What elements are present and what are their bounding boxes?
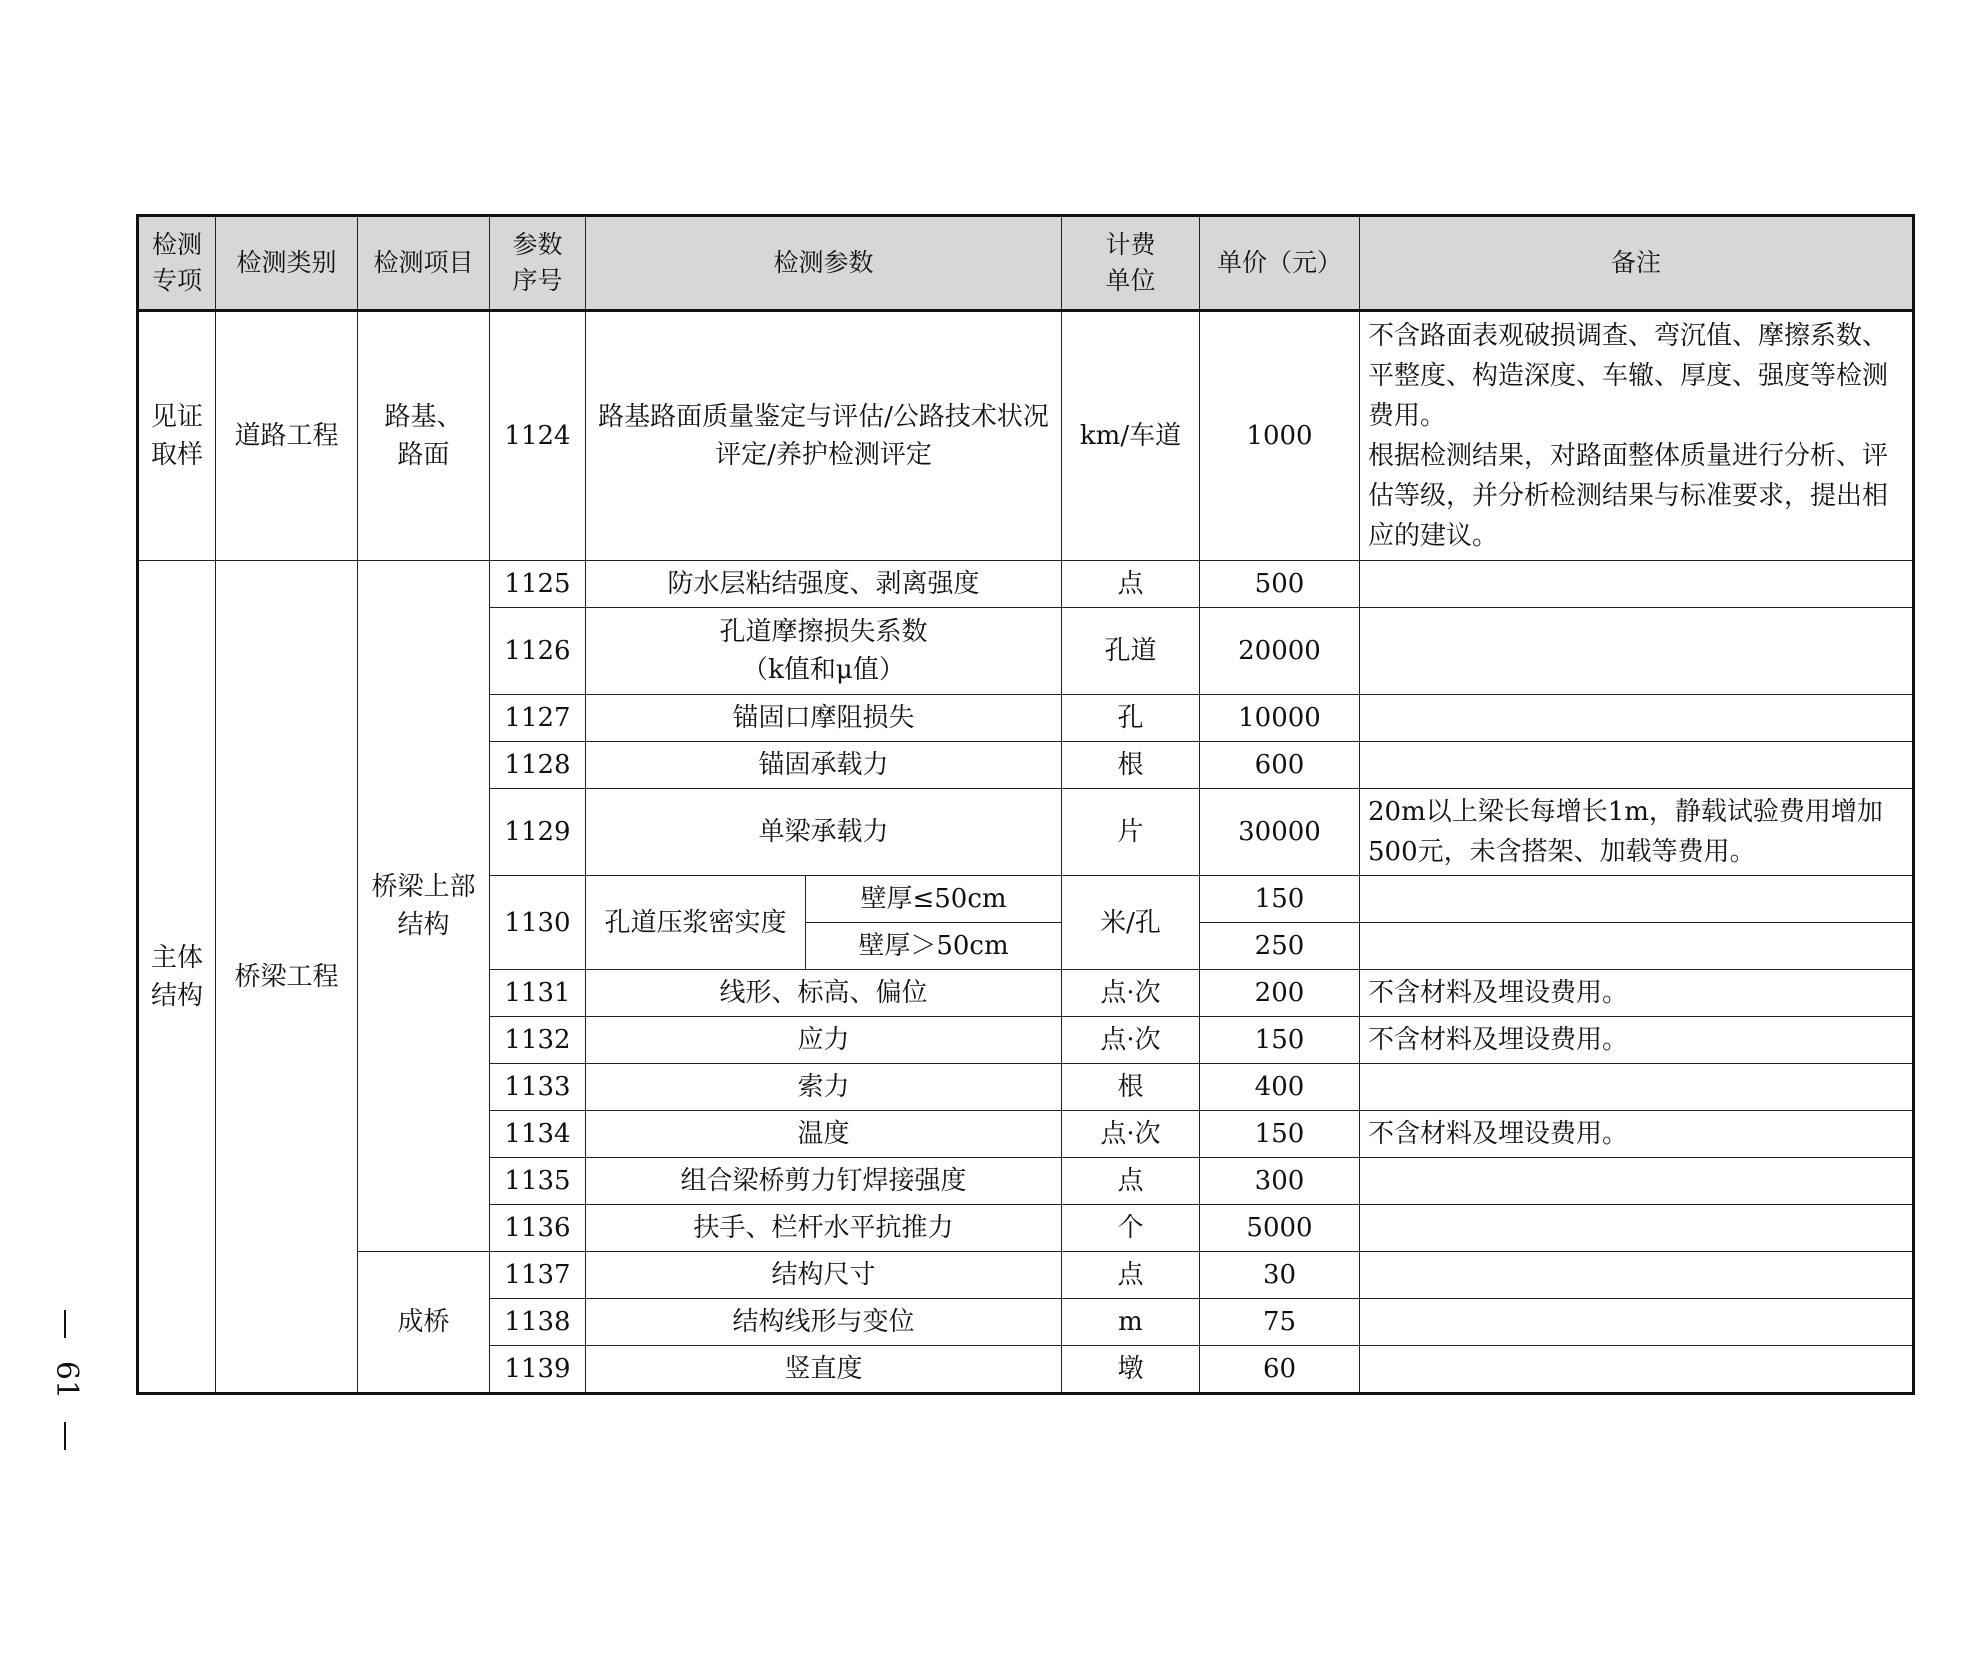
header-param: 检测参数: [586, 216, 1062, 311]
param-cell: 锚固口摩阻损失: [586, 695, 1062, 742]
param-cell: 应力: [586, 1017, 1062, 1064]
unit-cell: 点·次: [1062, 970, 1200, 1017]
sub-param-cell: 壁厚≤50cm: [806, 876, 1062, 923]
page-number-text: 61: [49, 1360, 84, 1400]
note-cell: [1360, 1158, 1914, 1205]
note-cell: 不含材料及埋设费用。: [1360, 1017, 1914, 1064]
price-cell: 60: [1200, 1346, 1360, 1394]
param-cell: 组合梁桥剪力钉焊接强度: [586, 1158, 1062, 1205]
header-unit: 计费单位: [1062, 216, 1200, 311]
unit-cell: 点·次: [1062, 1111, 1200, 1158]
note-cell: [1360, 742, 1914, 789]
table-row: [138, 311, 1914, 561]
table-row: [138, 1252, 1914, 1299]
seq-cell: 1134: [490, 1111, 586, 1158]
price-cell: 300: [1200, 1158, 1360, 1205]
price-cell: 5000: [1200, 1205, 1360, 1252]
param-cell: 结构尺寸: [586, 1252, 1062, 1299]
seq-cell: 1139: [490, 1346, 586, 1394]
note-cell: [1360, 311, 1914, 561]
param-cell: 孔道压浆密实度: [586, 876, 806, 970]
price-cell: 250: [1200, 923, 1360, 970]
item-cell: 路基、路面: [358, 311, 490, 561]
param-line-1: 孔道摩擦损失系数: [719, 617, 928, 647]
price-cell: 150: [1200, 1017, 1360, 1064]
note-line-1: 不含路面表观破损调查、弯沉值、摩擦系数、平整度、构造深度、车辙、厚度、强度等检测费用。: [1368, 321, 1889, 431]
unit-cell: m: [1062, 1299, 1200, 1346]
unit-cell: 根: [1062, 742, 1200, 789]
item-cell: 桥梁上部结构: [358, 561, 490, 1252]
price-cell: 500: [1200, 561, 1360, 608]
unit-cell: 点: [1062, 1158, 1200, 1205]
note-cell: [1360, 561, 1914, 608]
header-category: 检测类别: [216, 216, 358, 311]
price-cell: 150: [1200, 876, 1360, 923]
header-price: 单价（元）: [1200, 216, 1360, 311]
price-cell: 1000: [1200, 311, 1360, 561]
price-cell: 20000: [1200, 608, 1360, 695]
fee-table: [136, 214, 1915, 1395]
item-cell: 成桥: [358, 1252, 490, 1394]
header-seq: 参数序号: [490, 216, 586, 311]
seq-cell: 1131: [490, 970, 586, 1017]
seq-cell: 1128: [490, 742, 586, 789]
param-cell: 线形、标高、偏位: [586, 970, 1062, 1017]
unit-cell: 点·次: [1062, 1017, 1200, 1064]
seq-cell: 1125: [490, 561, 586, 608]
param-cell: 路基路面质量鉴定与评估/公路技术状况评定/养护检测评定: [586, 311, 1062, 561]
param-cell: 竖直度: [586, 1346, 1062, 1394]
header-note: 备注: [1360, 216, 1914, 311]
param-cell: 索力: [586, 1064, 1062, 1111]
param-cell: 扶手、栏杆水平抗推力: [586, 1205, 1062, 1252]
page-number-dash-top: [64, 1310, 66, 1338]
note-line-2: 根据检测结果，对路面整体质量进行分析、评估等级，并分析检测结果与标准要求，提出相应的建议。: [1368, 441, 1889, 551]
note-cell: [1360, 923, 1914, 970]
header-item: 检测项目: [358, 216, 490, 311]
note-cell: [1360, 695, 1914, 742]
header-special: 检测专项: [138, 216, 216, 311]
seq-cell: 1132: [490, 1017, 586, 1064]
unit-cell: 个: [1062, 1205, 1200, 1252]
unit-cell: km/车道: [1062, 311, 1200, 561]
seq-cell: 1124: [490, 311, 586, 561]
price-cell: 400: [1200, 1064, 1360, 1111]
note-cell: [1360, 1299, 1914, 1346]
table-header-row: [138, 216, 1914, 311]
seq-cell: 1135: [490, 1158, 586, 1205]
unit-cell: 米/孔: [1062, 876, 1200, 970]
param-cell: 温度: [586, 1111, 1062, 1158]
unit-cell: 孔: [1062, 695, 1200, 742]
param-line-2: （k值和μ值）: [742, 655, 905, 685]
seq-cell: 1138: [490, 1299, 586, 1346]
price-cell: 200: [1200, 970, 1360, 1017]
category-cell: 道路工程: [216, 311, 358, 561]
sub-param-cell: 壁厚＞50cm: [806, 923, 1062, 970]
param-cell: 单梁承载力: [586, 789, 1062, 876]
price-cell: 10000: [1200, 695, 1360, 742]
param-cell: [586, 608, 1062, 695]
note-cell: [1360, 876, 1914, 923]
page-number: [40, 1310, 90, 1450]
price-cell: 75: [1200, 1299, 1360, 1346]
category-cell: 桥梁工程: [216, 561, 358, 1394]
seq-cell: 1126: [490, 608, 586, 695]
seq-cell: 1127: [490, 695, 586, 742]
price-cell: 600: [1200, 742, 1360, 789]
special-cell: 见证取样: [138, 311, 216, 561]
table-row: [138, 561, 1914, 608]
seq-cell: 1129: [490, 789, 586, 876]
special-cell: 主体结构: [138, 561, 216, 1394]
seq-cell: 1133: [490, 1064, 586, 1111]
param-cell: 结构线形与变位: [586, 1299, 1062, 1346]
seq-cell: 1130: [490, 876, 586, 970]
unit-cell: 片: [1062, 789, 1200, 876]
note-cell: [1360, 608, 1914, 695]
unit-cell: 点: [1062, 561, 1200, 608]
param-cell: 防水层粘结强度、剥离强度: [586, 561, 1062, 608]
price-cell: 30000: [1200, 789, 1360, 876]
note-cell: [1360, 1064, 1914, 1111]
price-cell: 150: [1200, 1111, 1360, 1158]
unit-cell: 墩: [1062, 1346, 1200, 1394]
unit-cell: 根: [1062, 1064, 1200, 1111]
note-cell: 20m以上梁长每增长1m，静载试验费用增加500元，未含搭架、加载等费用。: [1360, 789, 1914, 876]
unit-cell: 孔道: [1062, 608, 1200, 695]
param-cell: 锚固承载力: [586, 742, 1062, 789]
price-cell: 30: [1200, 1252, 1360, 1299]
note-cell: 不含材料及埋设费用。: [1360, 970, 1914, 1017]
seq-cell: 1137: [490, 1252, 586, 1299]
unit-cell: 点: [1062, 1252, 1200, 1299]
seq-cell: 1136: [490, 1205, 586, 1252]
page-number-dash-bottom: [64, 1422, 66, 1450]
note-cell: 不含材料及埋设费用。: [1360, 1111, 1914, 1158]
note-cell: [1360, 1252, 1914, 1299]
note-cell: [1360, 1205, 1914, 1252]
note-cell: [1360, 1346, 1914, 1394]
